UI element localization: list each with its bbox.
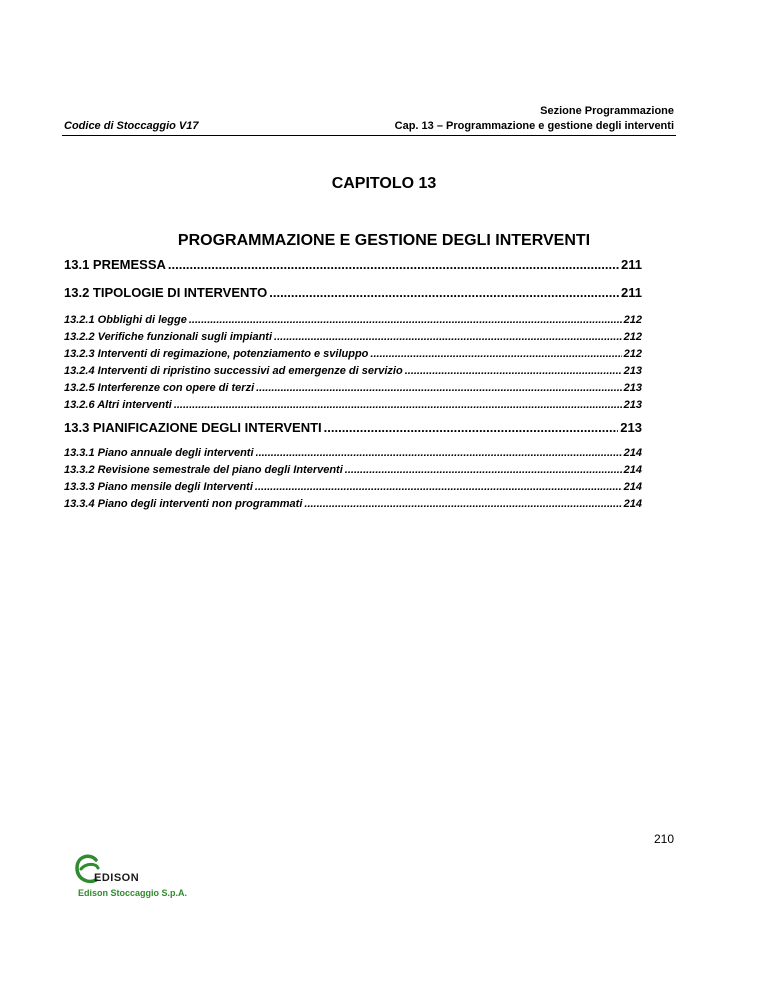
toc-leader-dots xyxy=(405,363,622,380)
toc-entry-title: 13.3.3 Piano mensile degli Interventi xyxy=(64,481,253,493)
toc-entry[interactable] xyxy=(64,380,642,397)
toc-entry[interactable] xyxy=(64,256,642,274)
toc-leader-dots xyxy=(370,346,621,363)
toc-leader-dots xyxy=(345,462,622,479)
toc-entry-page: 214 xyxy=(623,464,642,476)
toc-entry[interactable] xyxy=(64,346,642,363)
toc-entry-title: 13.2 TIPOLOGIE DI INTERVENTO xyxy=(64,285,268,300)
toc-entry[interactable] xyxy=(64,284,642,302)
toc-leader-dots xyxy=(189,312,622,329)
page-number: 210 xyxy=(653,832,674,846)
toc-entry[interactable] xyxy=(64,419,642,437)
toc-leader-dots xyxy=(174,397,622,414)
toc-entry-page: 212 xyxy=(623,314,642,326)
toc-entry-page: 213 xyxy=(623,382,642,394)
toc-entry[interactable] xyxy=(64,312,642,329)
toc-entry-page: 213 xyxy=(623,365,642,377)
toc-leader-dots xyxy=(168,256,619,274)
toc-entry-page: 214 xyxy=(623,498,642,510)
toc-entry[interactable] xyxy=(64,363,642,380)
toc-entry-page: 212 xyxy=(623,331,642,343)
toc-entry[interactable] xyxy=(64,496,642,513)
toc-entry-title: 13.3.1 Piano annuale degli interventi xyxy=(64,447,254,459)
toc-leader-dots xyxy=(255,479,622,496)
header-divider xyxy=(62,135,676,136)
chapter-label: CAPITOLO 13 xyxy=(331,175,437,192)
toc-entry-title: 13.2.4 Interventi di ripristino successivi ad emergenze di servizio xyxy=(64,365,403,377)
toc-entry[interactable] xyxy=(64,479,642,496)
toc-entry-title: 13.2.3 Interventi di regimazione, potenziamento e sviluppo xyxy=(64,348,369,360)
table-of-contents xyxy=(64,256,642,513)
toc-entry-title: 13.2.1 Obblighi di legge xyxy=(64,314,187,326)
toc-entry-page: 214 xyxy=(623,447,642,459)
toc-entry-title: 13.2.2 Verifiche funzionali sugli impianti xyxy=(64,331,273,343)
toc-entry-page: 211 xyxy=(621,257,642,272)
toc-leader-dots xyxy=(304,496,621,513)
toc-entry-title: 13.2.5 Interferenze con opere di terzi xyxy=(64,382,255,394)
toc-entry[interactable] xyxy=(64,462,642,479)
header-section-name: Sezione Programmazione xyxy=(540,105,674,117)
header-document-title: Codice di Stoccaggio V17 xyxy=(64,120,199,132)
toc-leader-dots xyxy=(256,445,622,462)
toc-entry[interactable] xyxy=(64,329,642,346)
toc-entry-page: 213 xyxy=(623,399,642,411)
toc-entry-page: 211 xyxy=(621,285,642,300)
toc-entry-page: 214 xyxy=(623,481,642,493)
toc-leader-dots xyxy=(274,329,622,346)
header-chapter-name: Cap. 13 – Programmazione e gestione degli interventi xyxy=(394,120,674,132)
toc-leader-dots xyxy=(256,380,622,397)
company-logo xyxy=(72,852,232,902)
toc-entry-title: 13.1 PREMESSA xyxy=(64,257,166,272)
toc-entry-page: 213 xyxy=(620,420,642,435)
toc-entry-title: 13.3 PIANIFICAZIONE DEGLI INTERVENTI xyxy=(64,420,322,435)
toc-entry[interactable] xyxy=(64,445,642,462)
toc-entry[interactable] xyxy=(64,397,642,414)
toc-entry-title: 13.3.2 Revisione semestrale del piano degli Interventi xyxy=(64,464,343,476)
chapter-title: PROGRAMMAZIONE E GESTIONE DEGLI INTERVENTI xyxy=(177,232,591,249)
toc-leader-dots xyxy=(324,419,619,437)
toc-entry-title: 13.2.6 Altri interventi xyxy=(64,399,172,411)
header-section xyxy=(395,104,674,134)
company-name: Edison Stoccaggio S.p.A. xyxy=(78,888,188,898)
toc-leader-dots xyxy=(269,284,619,302)
toc-entry-title: 13.3.4 Piano degli interventi non programmati xyxy=(64,498,303,510)
logo-wordmark: EDISON xyxy=(94,872,140,884)
toc-entry-page: 212 xyxy=(623,348,642,360)
